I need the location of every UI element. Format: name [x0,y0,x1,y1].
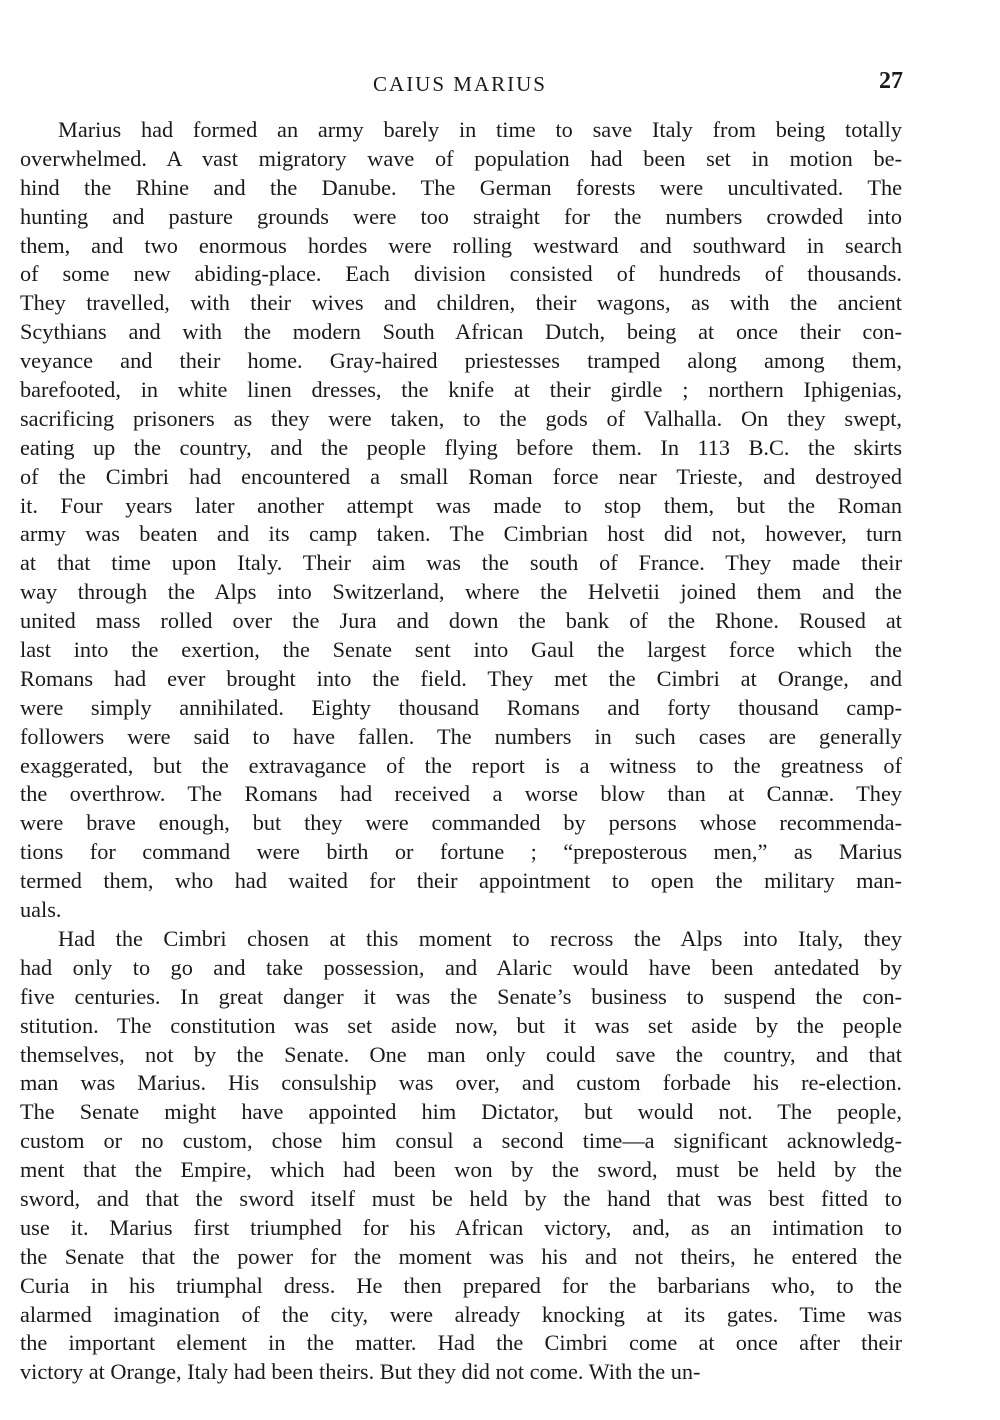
text-line: hunting and pasture grounds were too straight for the numbers crowded into [20,203,902,229]
paragraph [20,116,902,925]
text-line: of the Cimbri had encountered a small Roman force near Trieste, and destroyed [20,463,902,489]
text-line: ment that the Empire, which had been won by the sword, must be held by the [20,1157,902,1183]
text-line: custom or no custom, chose him consul a second time—a significant acknowledg- [20,1128,902,1154]
text-line: termed them, who had waited for their appointment to open the military man- [20,868,902,894]
text-line: alarmed imagination of the city, were already knocking at its gates. Time was [20,1301,902,1327]
text-line: man was Marius. His consulship was over, and custom forbade his re-election. [20,1070,902,1096]
text-line: uals. [20,897,62,923]
text-line: use it. Marius first triumphed for his African victory, and, as an intimation to [20,1214,902,1240]
text-line: at that time upon Italy. Their aim was the south of France. They made their [20,550,902,576]
text-line: sacrificing prisoners as they were taken, to the gods of Valhalla. On they swept, [20,405,902,431]
text-line: way through the Alps into Switzerland, where the Helvetii joined them and the [20,579,902,605]
text-line: united mass rolled over the Jura and down the bank of the Rhone. Roused at [20,608,902,634]
text-line: barefooted, in white linen dresses, the knife at their girdle ; northern Iphigenias, [20,377,902,403]
running-title: CAIUS MARIUS [373,72,547,96]
text-line: The Senate might have appointed him Dictator, but would not. The people, [20,1099,902,1125]
text-line: Curia in his triumphal dress. He then prepared for the barbarians who, to the [20,1272,902,1298]
body-text [20,116,902,1387]
text-line: stitution. The constitution was set aside now, but it was set aside by the people [20,1012,902,1038]
text-line: exaggerated, but the extravagance of the report is a witness to the greatness of [20,752,902,778]
text-line: them, and two enormous hordes were rolling westward and southward in search [20,232,902,258]
text-line: Marius had formed an army barely in time to save Italy from being totally [58,117,902,142]
text-line: They travelled, with their wives and children, their wagons, as with the ancient [20,290,902,316]
text-line: last into the exertion, the Senate sent into Gaul the largest force which the [20,637,902,663]
text-line: the important element in the matter. Had the Cimbri come at once after their [20,1330,902,1356]
text-line: of some new abiding-place. Each division consisted of hundreds of thousands. [20,261,902,287]
text-line: eating up the country, and the people flying before them. In 113 B.C. the skirts [20,434,902,460]
text-line: hind the Rhine and the Danube. The German forests were uncultivated. The [20,174,902,200]
text-line: overwhelmed. A vast migratory wave of population had been set in motion be- [20,145,902,171]
text-line: army was beaten and its camp taken. The Cimbrian host did not, however, turn [20,521,902,547]
paragraph [20,925,902,1387]
text-line: the Senate that the power for the moment was his and not theirs, he entered the [20,1243,902,1269]
text-line: victory at Orange, Italy had been theirs. But they did not come. With the un- [20,1359,701,1385]
page-number: 27 [879,68,903,94]
text-line: Had the Cimbri chosen at this moment to recross the Alps into Italy, they [58,925,902,951]
text-line: the overthrow. The Romans had received a worse blow than at Cannæ. They [20,781,902,807]
text-line: were simply annihilated. Eighty thousand Romans and forty thousand camp- [20,694,902,720]
text-line: had only to go and take possession, and Alaric would have been antedated by [20,954,902,980]
running-head [20,64,903,104]
text-line: were brave enough, but they were commanded by persons whose recommenda- [20,810,902,836]
text-line: veyance and their home. Gray-haired priestesses tramped along among them, [20,348,902,374]
text-line: sword, and that the sword itself must be held by the hand that was best fitted to [20,1185,902,1211]
text-line: Romans had ever brought into the field. They met the Cimbri at Orange, and [20,665,902,691]
text-line: five centuries. In great danger it was the Senate’s business to suspend the con- [20,983,902,1009]
text-line: followers were said to have fallen. The numbers in such cases are generally [20,723,902,749]
text-line: themselves, not by the Senate. One man only could save the country, and that [20,1041,902,1067]
text-line: it. Four years later another attempt was made to stop them, but the Roman [20,492,902,518]
text-line: Scythians and with the modern South African Dutch, being at once their con- [20,319,902,345]
text-line: tions for command were birth or fortune ; “preposterous men,” as Marius [20,839,902,865]
